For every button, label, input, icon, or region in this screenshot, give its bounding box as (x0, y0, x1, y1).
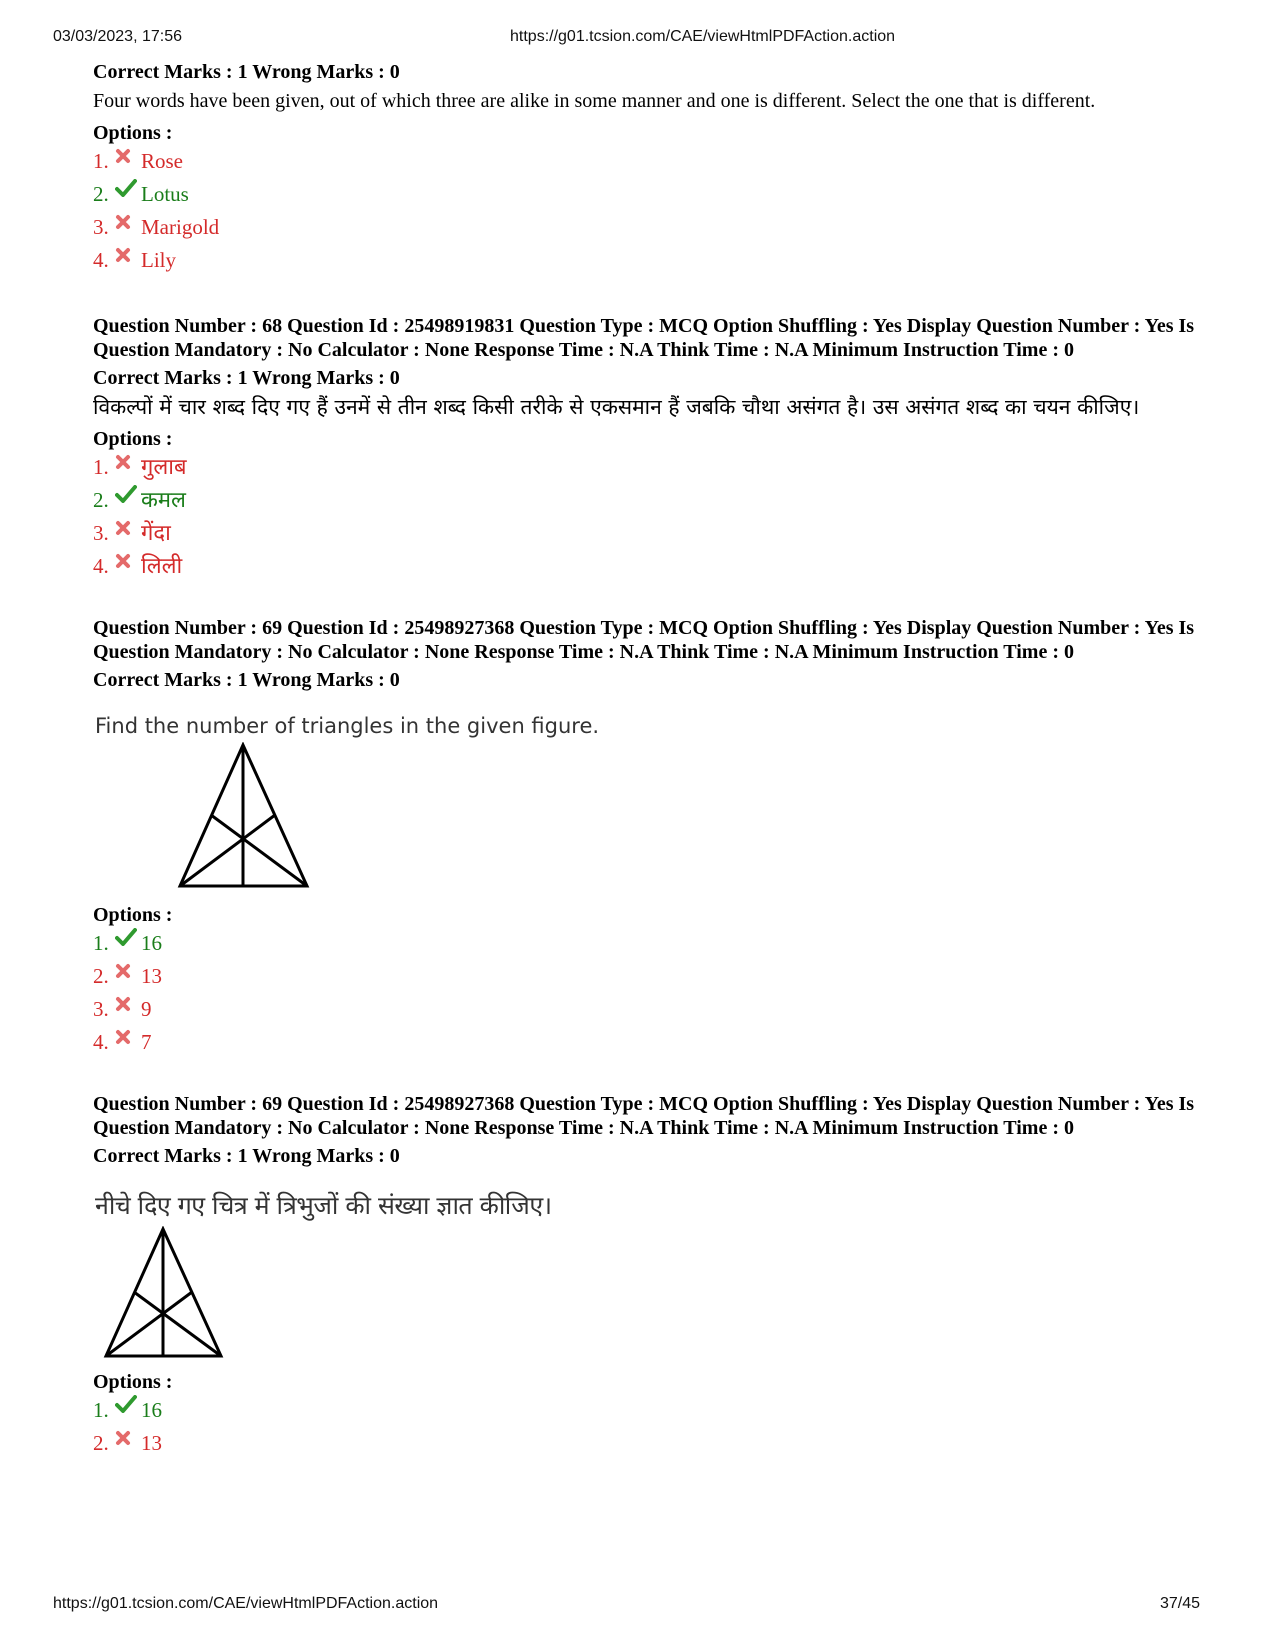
check-icon (115, 924, 141, 955)
options-list (93, 1395, 1203, 1461)
footer-url: https://g01.tcsion.com/CAE/viewHtmlPDFAction.action (53, 1595, 439, 1612)
figure-question-text: Find the number of triangles in the given figure. (95, 714, 600, 738)
marks-line: Correct Marks : 1 Wrong Marks : 0 (93, 669, 400, 691)
marks-line: Correct Marks : 1 Wrong Marks : 0 (93, 61, 400, 83)
option-number: 1. (93, 149, 109, 173)
option-label: 9 (141, 997, 152, 1021)
page-number: 37/45 (1160, 1595, 1201, 1612)
marks-line: Correct Marks : 1 Wrong Marks : 0 (93, 1145, 400, 1167)
option-label: Lily (141, 248, 176, 272)
options-label: Options : (93, 428, 173, 450)
option-number: 1. (93, 931, 109, 955)
option-label: लिली (141, 554, 183, 579)
cross-icon (115, 142, 141, 173)
option-item (93, 1428, 1203, 1461)
option-number: 4. (93, 554, 109, 578)
option-number: 3. (93, 521, 109, 545)
options-list (93, 928, 1203, 1060)
option-label: Rose (141, 149, 183, 173)
option-number: 2. (93, 488, 109, 512)
option-label: Lotus (141, 182, 189, 206)
check-icon (115, 1391, 141, 1422)
question-block-68 (93, 314, 1203, 584)
option-item (93, 212, 1203, 245)
check-icon (115, 175, 141, 206)
cross-icon (115, 957, 141, 988)
cross-icon (115, 1424, 141, 1455)
triangle-figure (173, 742, 313, 892)
option-number: 4. (93, 1030, 109, 1054)
option-number: 2. (93, 964, 109, 988)
options-list (93, 146, 1203, 278)
cross-icon (115, 514, 141, 545)
question-block-0 (93, 60, 1203, 278)
option-item (93, 518, 1203, 551)
options-label: Options : (93, 1371, 173, 1393)
option-number: 3. (93, 997, 109, 1021)
triangle-figure (101, 1226, 226, 1361)
option-number: 2. (93, 182, 109, 206)
marks-line: Correct Marks : 1 Wrong Marks : 0 (93, 367, 400, 389)
option-item (93, 1027, 1203, 1060)
option-item (93, 485, 1203, 518)
option-label: 13 (141, 1431, 162, 1455)
option-item (93, 961, 1203, 994)
option-item (93, 245, 1203, 278)
option-label: 13 (141, 964, 162, 988)
page-content (93, 60, 1203, 1461)
cross-icon (115, 990, 141, 1021)
option-number: 1. (93, 455, 109, 479)
option-item (93, 452, 1203, 485)
question-meta: Question Number : 69 Question Id : 25498927368 Question Type : MCQ Option Shuffling : Yes Display Question Number : Yes Is Question Mandatory : No Calculator : None Response Time : N.A Think Time : N.A Minimum Instruction Time : 0 (93, 1093, 1195, 1139)
cross-icon (115, 448, 141, 479)
option-number: 2. (93, 1431, 109, 1455)
options-list (93, 452, 1203, 584)
check-icon (115, 481, 141, 512)
option-label: 16 (141, 1398, 162, 1422)
option-item (93, 179, 1203, 212)
header-url: https://g01.tcsion.com/CAE/viewHtmlPDFAction.action (510, 28, 896, 45)
option-item (93, 551, 1203, 584)
option-item (93, 1395, 1203, 1428)
question-block-69-en (93, 616, 1203, 1060)
option-item (93, 994, 1203, 1027)
option-item (93, 146, 1203, 179)
option-label: Marigold (141, 215, 220, 239)
option-label: 16 (141, 931, 162, 955)
option-number: 1. (93, 1398, 109, 1422)
options-label: Options : (93, 904, 173, 926)
cross-icon (115, 208, 141, 239)
option-label: गुलाब (141, 455, 187, 480)
option-number: 4. (93, 248, 109, 272)
option-label: कमल (141, 488, 186, 513)
figure-question-text: नीचे दिए गए चित्र में त्रिभुजों की संख्या ज्ञात कीजिए। (95, 1191, 552, 1220)
option-item (93, 928, 1203, 961)
option-label: 7 (141, 1030, 152, 1054)
cross-icon (115, 547, 141, 578)
options-label: Options : (93, 122, 173, 144)
question-block-69-hi (93, 1092, 1203, 1461)
option-label: गेंदा (141, 521, 171, 546)
cross-icon (115, 1023, 141, 1054)
question-meta: Question Number : 69 Question Id : 25498927368 Question Type : MCQ Option Shuffling : Yes Display Question Number : Yes Is Question Mandatory : No Calculator : None Response Time : N.A Think Time : N.A Minimum Instruction Time : 0 (93, 617, 1195, 663)
question-text: Four words have been given, out of which three are alike in some manner and one is different. Select the one that is different. (93, 90, 1096, 112)
header-datetime: 03/03/2023, 17:56 (53, 28, 183, 45)
cross-icon (115, 241, 141, 272)
question-text: विकल्पों में चार शब्द दिए गए हैं उनमें से तीन शब्द किसी तरीके से एकसमान हैं जबकि चौथा असंगत है। उस असंगत शब्द का चयन कीजिए। (93, 395, 1140, 419)
option-number: 3. (93, 215, 109, 239)
question-meta: Question Number : 68 Question Id : 25498919831 Question Type : MCQ Option Shuffling : Yes Display Question Number : Yes Is Question Mandatory : No Calculator : None Response Time : N.A Think Time : N.A Minimum Instruction Time : 0 (93, 315, 1195, 361)
